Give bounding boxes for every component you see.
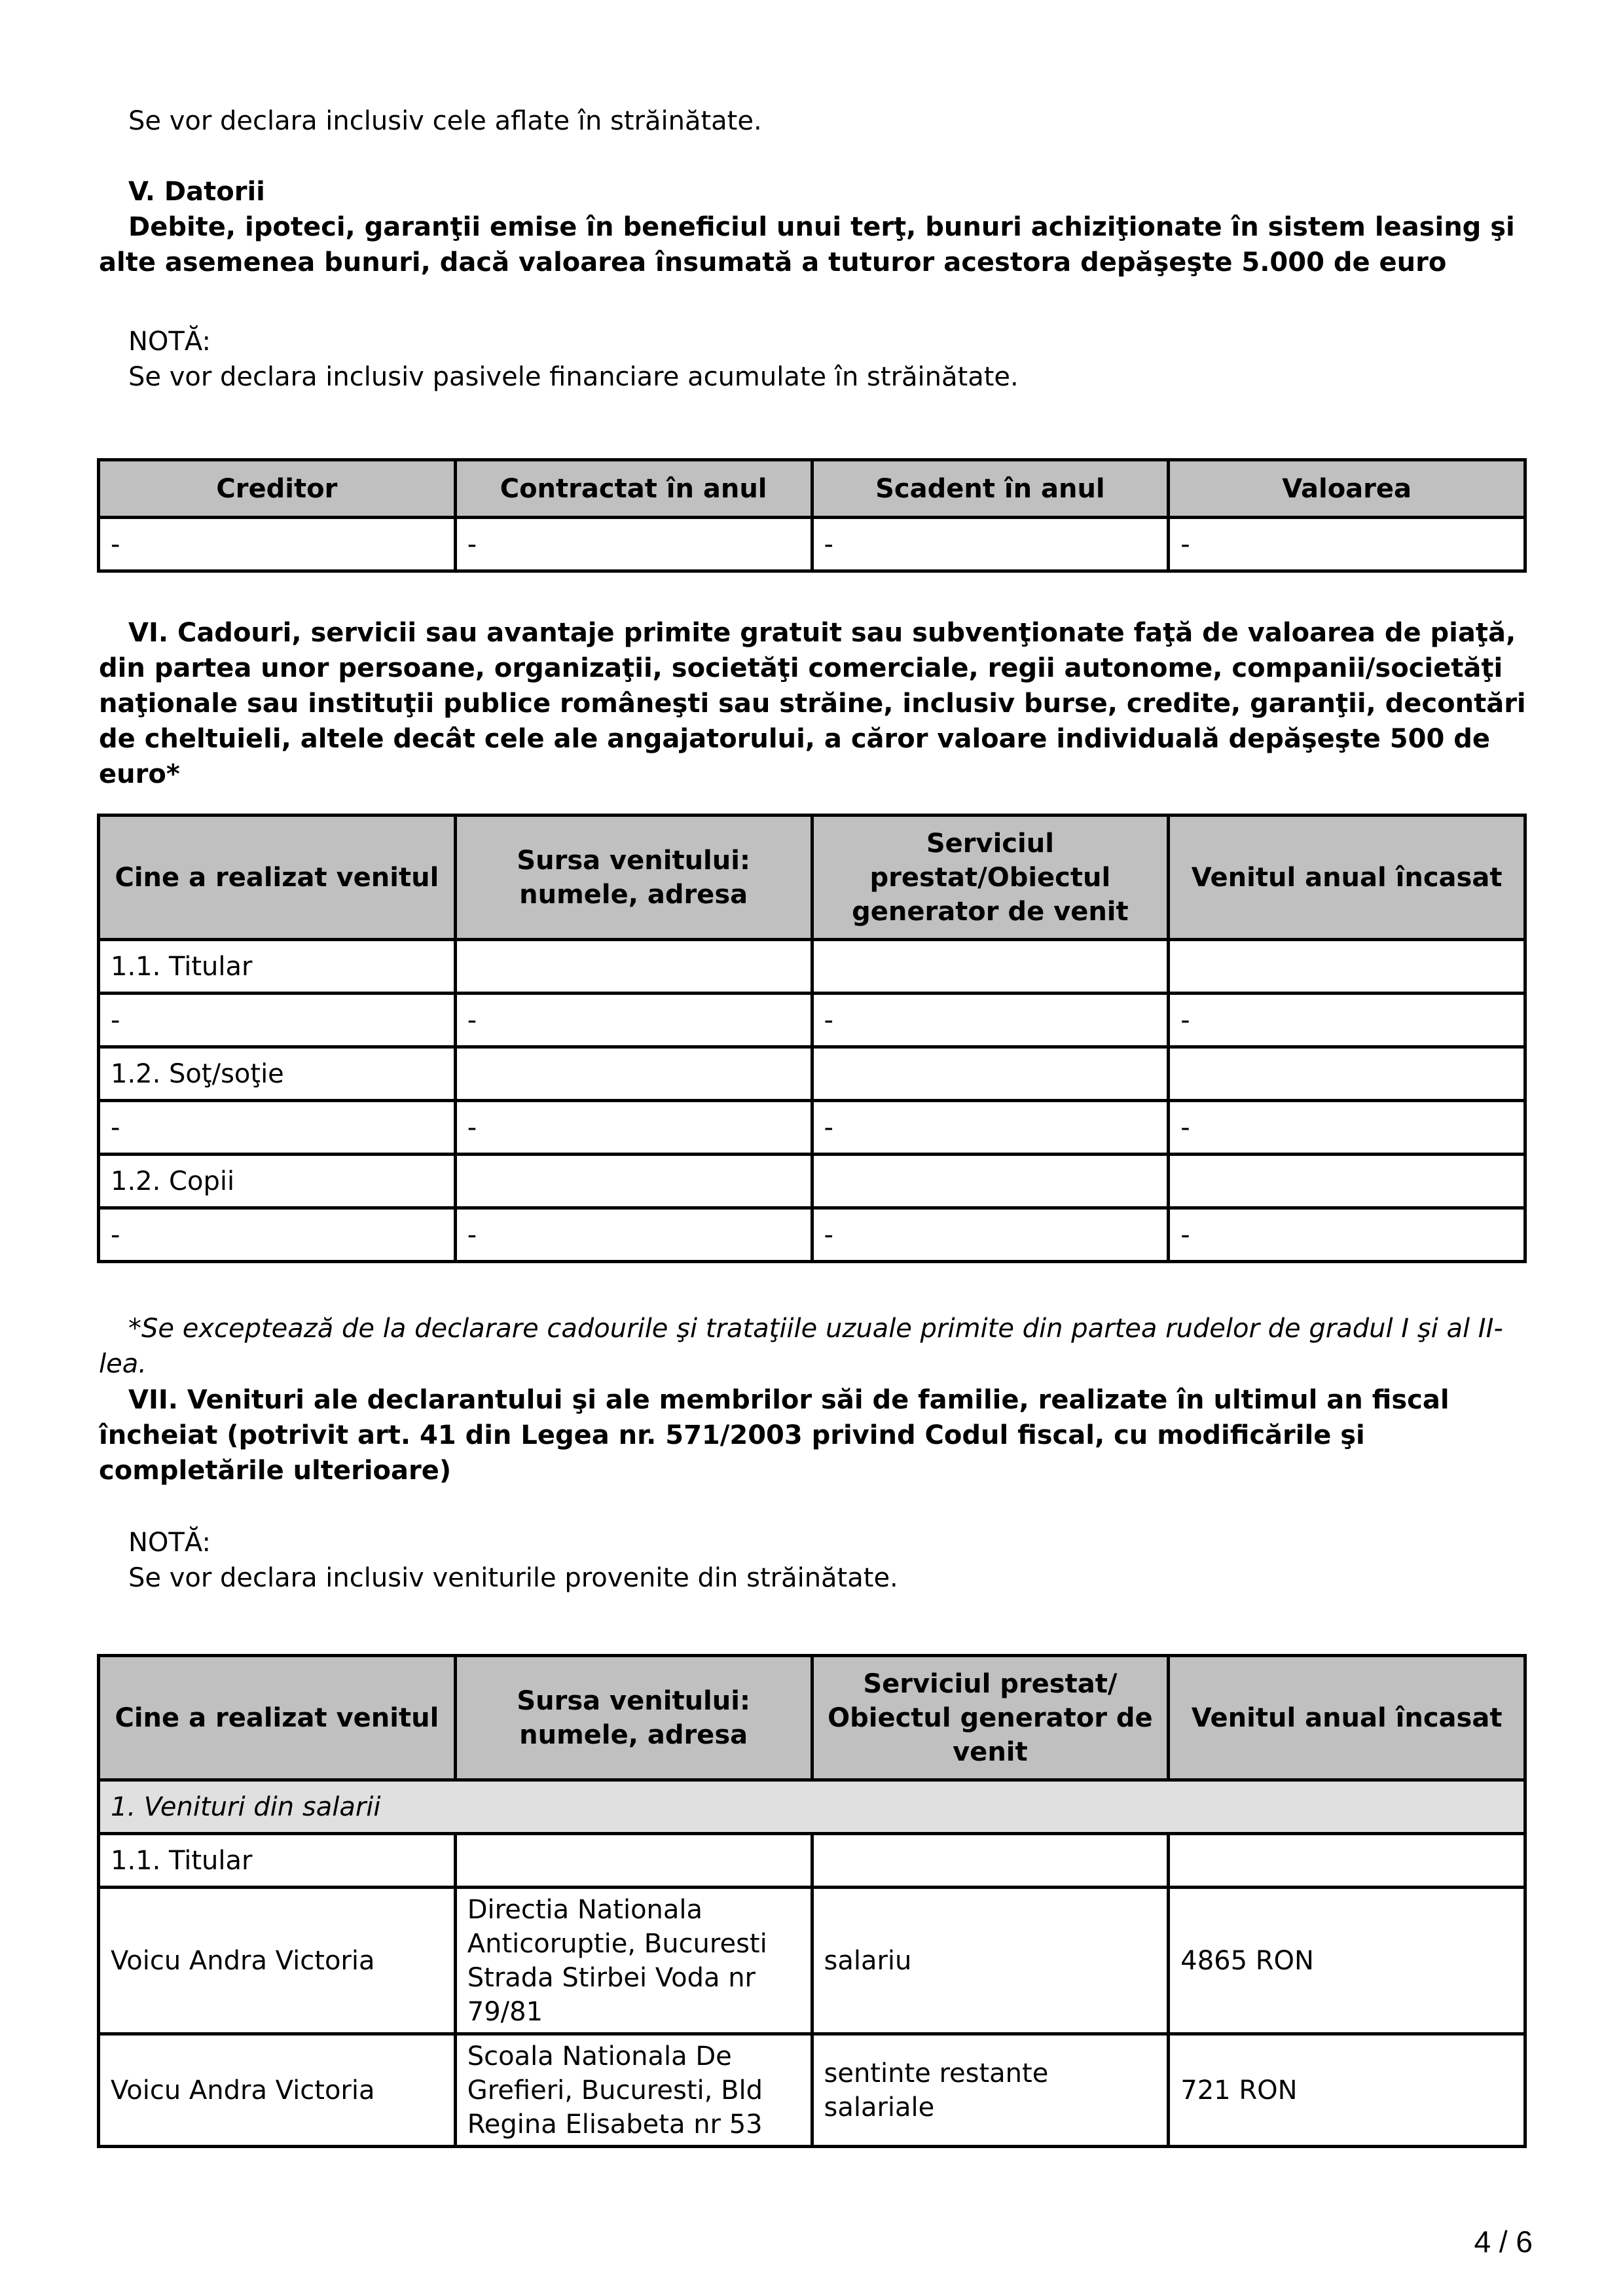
table-row [99, 518, 1525, 571]
table-cell: - [812, 1208, 1169, 1262]
table-cell: - [99, 518, 456, 571]
col-header-who: Cine a realizat venitul [99, 1656, 456, 1780]
table-cell: Voicu Andra Victoria [99, 1888, 456, 2034]
table-cell: - [455, 994, 812, 1047]
col-header-who: Cine a realizat venitul [99, 816, 456, 940]
section-vii [99, 1382, 1527, 1488]
table-cell [812, 1047, 1169, 1101]
table-cell: - [455, 1101, 812, 1155]
category-label: 1. Venituri din salarii [99, 1780, 1525, 1834]
page-number: 4 / 6 [1474, 2225, 1533, 2259]
section-vi-footnote: *Se exceptează de la declarare cadourile şi trataţiile uzuale primite din partea rudelor de gradul I şi al II-lea. [99, 1314, 1503, 1379]
table-row [99, 1888, 1525, 2034]
col-header-source: Sursa venitului: numele, adresa [455, 816, 812, 940]
table-cell: - [1169, 1208, 1525, 1262]
table-cell [812, 1834, 1169, 1888]
col-header-creditor: Creditor [99, 460, 456, 518]
table-cell: 721 RON [1169, 2034, 1525, 2147]
table-cell [455, 1047, 812, 1101]
note-text: Se vor declara inclusiv pasivele financiare acumulate în străinătate. [128, 362, 1019, 392]
table-cell: 1.1. Titular [99, 940, 456, 994]
intro-note-block [99, 103, 1527, 139]
section-vii-note [99, 1525, 1527, 1596]
table-cell: 4865 RON [1169, 1888, 1525, 2034]
table-cell: 1.2. Copii [99, 1155, 456, 1208]
category-row [99, 1780, 1525, 1834]
table-row [99, 940, 1525, 994]
table-cell: 1.2. Soţ/soţie [99, 1047, 456, 1101]
col-header-service: Serviciul prestat/ Obiectul generator de venit [812, 1656, 1169, 1780]
table-row [99, 2034, 1525, 2147]
section-v-title: V. Datorii [128, 177, 265, 207]
table-row [99, 1208, 1525, 1262]
section-vi-title: VI. Cadouri, servicii sau avantaje primite gratuit sau subvenţionate faţă de valoarea de piaţă, din partea unor persoane, organizaţii, societăţi comerciale, regii autonome, companii/societăţi naţionale sau instituţii publice româneşti sau străine, inclusiv burse, credite, garanţii, decontări de cheltuieli, altele decât cele ale angajatorului, a căror valoare individuală depăşeşte 500 de euro* [99, 618, 1526, 789]
section-vi-footnote-block [99, 1311, 1527, 1382]
table-cell [1169, 1155, 1525, 1208]
table-cell: Scoala Nationala De Grefieri, Bucuresti, Bld Regina Elisabeta nr 53 [455, 2034, 812, 2147]
table-cell: - [99, 1208, 456, 1262]
table-cell: - [1169, 518, 1525, 571]
col-header-value: Valoarea [1169, 460, 1525, 518]
table-cell [1169, 940, 1525, 994]
table-cell: Voicu Andra Victoria [99, 2034, 456, 2147]
section-vi [99, 615, 1527, 792]
table-cell: 1.1. Titular [99, 1834, 456, 1888]
intro-note: Se vor declara inclusiv cele aflate în străinătate. [128, 106, 762, 136]
section-v-note [99, 324, 1527, 395]
table-cell: - [99, 994, 456, 1047]
table-cell: - [812, 518, 1169, 571]
section-v [99, 174, 1527, 280]
table-row [99, 994, 1525, 1047]
income-table [97, 1654, 1527, 2148]
section-v-subtitle: Debite, ipoteci, garanţii emise în beneficiul unui terţ, bunuri achiziţionate în sistem leasing şi alte asemenea bunuri, dacă valoarea însumată a tuturor acestora depăşeşte 5.000 de euro [99, 212, 1515, 278]
debts-table [97, 458, 1527, 573]
table-row [99, 1047, 1525, 1101]
note-label: NOTĂ: [128, 327, 211, 357]
table-cell: - [1169, 1101, 1525, 1155]
table-row [99, 1101, 1525, 1155]
table-cell: - [812, 994, 1169, 1047]
col-header-service: Serviciul prestat/Obiectul generator de venit [812, 816, 1169, 940]
table-cell [455, 1834, 812, 1888]
table-cell [812, 940, 1169, 994]
note-label: NOTĂ: [128, 1528, 211, 1558]
table-cell: - [99, 1101, 456, 1155]
table-cell [812, 1155, 1169, 1208]
table-cell: - [812, 1101, 1169, 1155]
col-header-source: Sursa venitului: numele, adresa [455, 1656, 812, 1780]
table-cell [1169, 1047, 1525, 1101]
col-header-due-year: Scadent în anul [812, 460, 1169, 518]
table-row [99, 1834, 1525, 1888]
table-cell: - [455, 518, 812, 571]
table-cell: - [1169, 994, 1525, 1047]
section-vii-title: VII. Venituri ale declarantului şi ale membrilor săi de familie, realizate în ultimul an fiscal încheiat (potrivit art. 41 din Legea nr. 571/2003 privind Codul fiscal, cu modificările şi completările ulterioare) [99, 1385, 1450, 1486]
col-header-income: Venitul anual încasat [1169, 816, 1525, 940]
table-header-row [99, 816, 1525, 940]
table-cell [1169, 1834, 1525, 1888]
table-cell [455, 1155, 812, 1208]
col-header-contracted-year: Contractat în anul [455, 460, 812, 518]
table-header-row [99, 1656, 1525, 1780]
col-header-income: Venitul anual încasat [1169, 1656, 1525, 1780]
table-header-row [99, 460, 1525, 518]
note-text: Se vor declara inclusiv veniturile provenite din străinătate. [128, 1563, 898, 1593]
table-cell [455, 940, 812, 994]
gifts-table [97, 814, 1527, 1263]
table-cell: Directia Nationala Anticoruptie, Bucuresti Strada Stirbei Voda nr 79/81 [455, 1888, 812, 2034]
table-row [99, 1155, 1525, 1208]
table-cell: salariu [812, 1888, 1169, 2034]
table-cell: - [455, 1208, 812, 1262]
table-cell: sentinte restante salariale [812, 2034, 1169, 2147]
